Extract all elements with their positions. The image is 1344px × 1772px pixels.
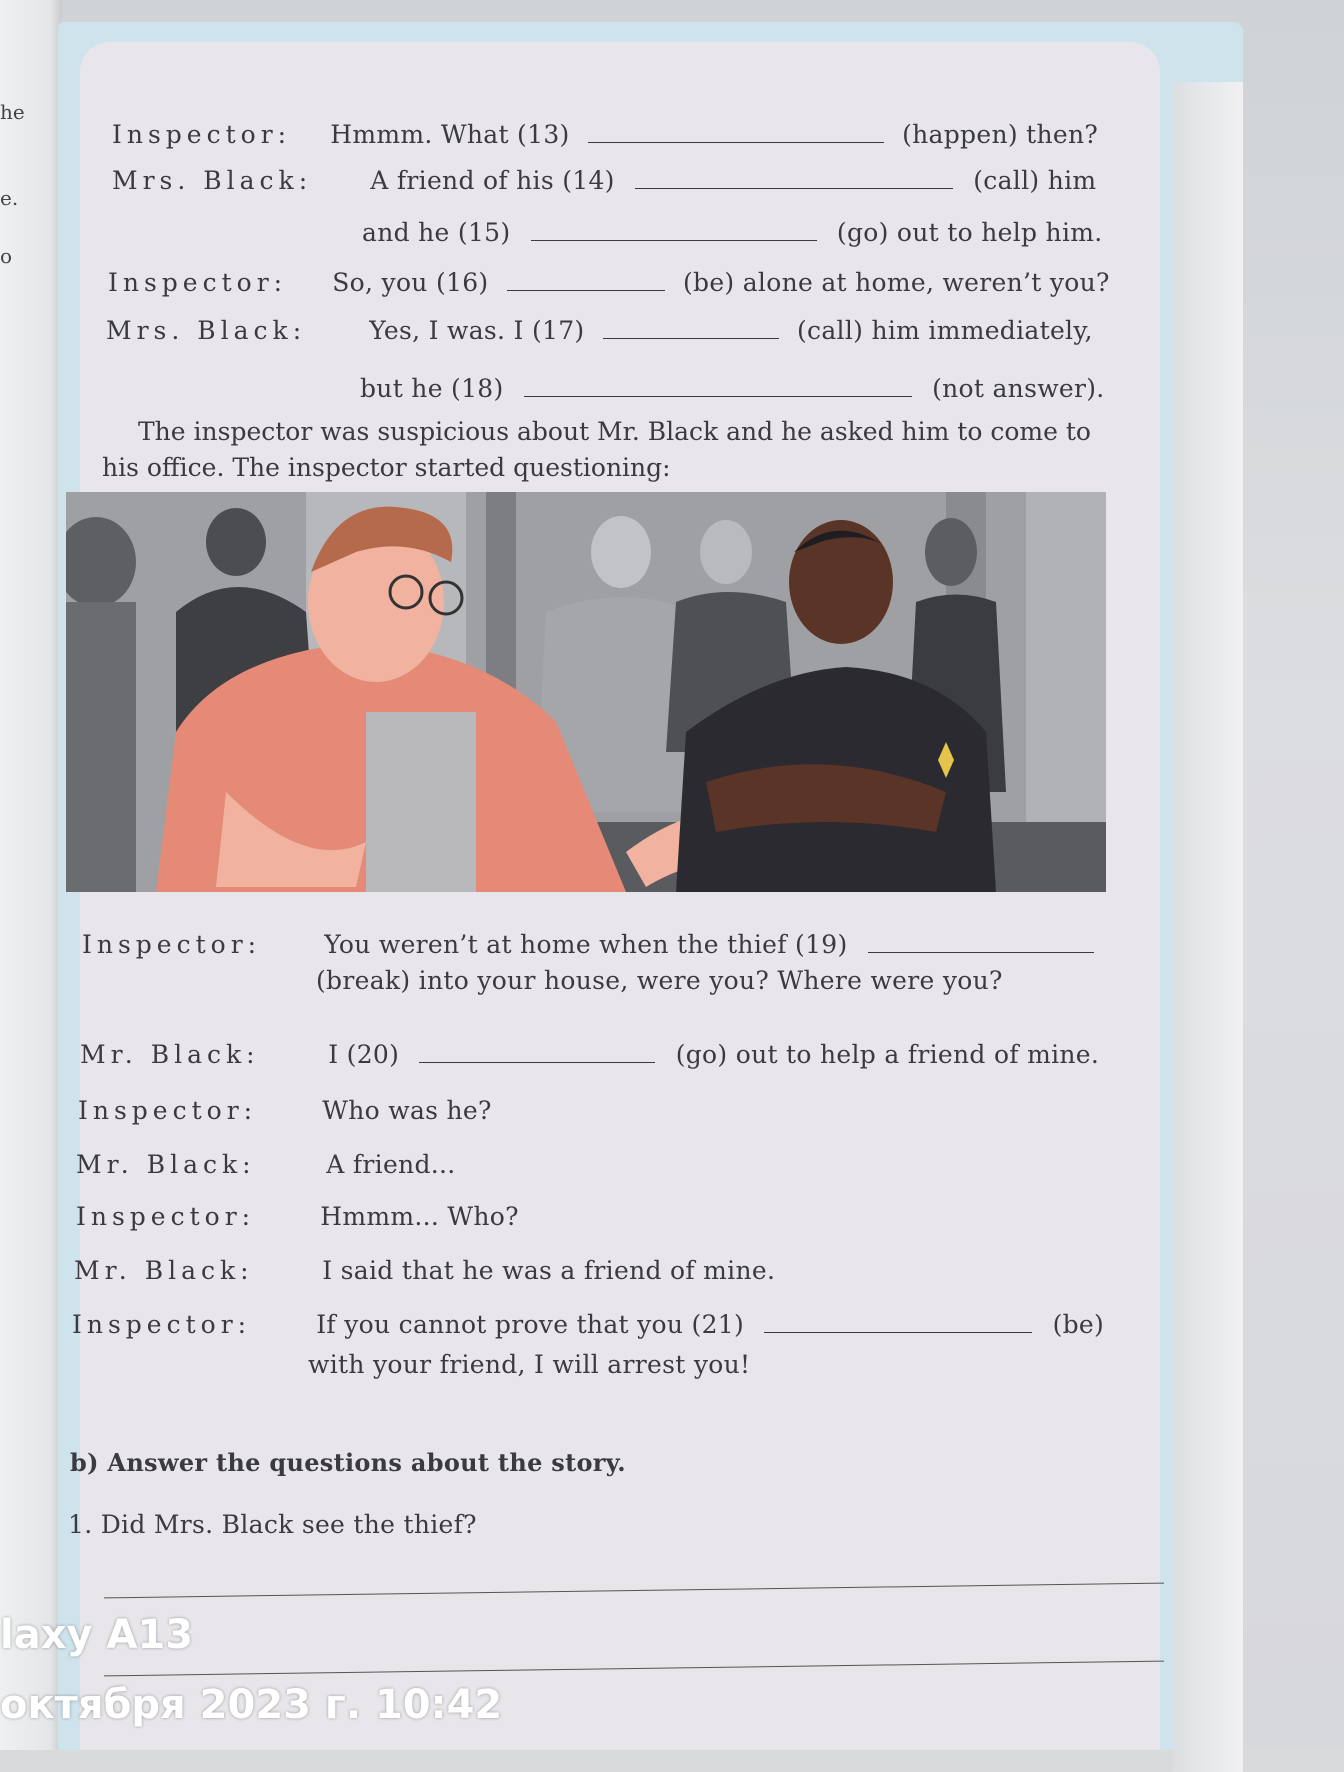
- line-text: Hmmm. What (13): [330, 120, 570, 149]
- dialogue-line-who: [76, 1202, 519, 1231]
- speaker-label: Mr. Black:: [74, 1256, 254, 1285]
- camera-device-watermark: laxy A13: [0, 1612, 194, 1658]
- line-text: So, you (16): [332, 268, 489, 297]
- speaker-label: Mrs. Black:: [106, 316, 307, 345]
- dialogue-line-17: [106, 316, 1093, 345]
- dialogue-line-14: [112, 166, 1096, 195]
- verb-hint: (go) out to help him.: [836, 218, 1103, 247]
- line-text: and he (15): [362, 218, 511, 247]
- line-text: I said that he was a friend of mine.: [322, 1256, 776, 1285]
- dialogue-line-15: [362, 218, 1103, 247]
- speaker-label: Inspector:: [112, 120, 292, 149]
- facing-page-fragment: o: [0, 244, 13, 268]
- answer-blank-20[interactable]: [419, 1040, 655, 1063]
- answer-blank-13[interactable]: [588, 120, 884, 143]
- line-text: I (20): [328, 1040, 400, 1069]
- interrogation-scene-drawing: [66, 492, 1106, 892]
- line-text: (break) into your house, were you? Where were you?: [316, 966, 1003, 995]
- dialogue-line-a-friend: [76, 1150, 456, 1179]
- answer-blank-18[interactable]: [524, 374, 912, 397]
- verb-hint: (be): [1052, 1310, 1105, 1339]
- dialogue-line-18: [360, 374, 1105, 403]
- dialogue-line-19-cont: [316, 966, 1003, 995]
- speaker-label: Inspector:: [82, 930, 262, 959]
- camera-timestamp-watermark: октября 2023 г. 10:42: [0, 1682, 503, 1728]
- line-text: A friend of his (14): [370, 166, 615, 195]
- speaker-label: Mrs. Black:: [112, 166, 313, 195]
- line-text: If you cannot prove that you (21): [316, 1310, 745, 1339]
- verb-hint: (call) him: [973, 166, 1097, 195]
- speaker-label: Inspector:: [76, 1202, 256, 1231]
- line-text: A friend...: [326, 1150, 456, 1179]
- verb-hint: (be) alone at home, weren’t you?: [682, 268, 1110, 297]
- answer-blank-17[interactable]: [603, 316, 779, 339]
- speaker-label: Inspector:: [108, 268, 288, 297]
- page-sheet: [80, 42, 1160, 1750]
- dialogue-line-20: [80, 1040, 1099, 1069]
- interrogation-illustration: [66, 492, 1106, 892]
- line-text: Yes, I was. I (17): [369, 316, 585, 345]
- line-text: with your friend, I will arrest you!: [308, 1350, 751, 1379]
- dialogue-line-13: [112, 120, 1098, 149]
- dialogue-line-19: [82, 930, 1094, 959]
- dialogue-line-16: [108, 268, 1110, 297]
- facing-page-fragment: he: [0, 100, 25, 124]
- speaker-label: Mr. Black:: [76, 1150, 256, 1179]
- answer-blank-15[interactable]: [531, 218, 817, 241]
- line-text: but he (18): [360, 374, 504, 403]
- line-text: Hmmm... Who?: [320, 1202, 519, 1231]
- answer-blank-14[interactable]: [635, 166, 953, 189]
- speaker-label: Mr. Black:: [80, 1040, 260, 1069]
- dialogue-line-21-cont: [308, 1350, 750, 1379]
- answer-blank-16[interactable]: [507, 268, 665, 291]
- page-stack-edge: [1173, 82, 1243, 1772]
- speaker-label: Inspector:: [72, 1310, 252, 1339]
- dialogue-line-21: [72, 1310, 1104, 1339]
- verb-hint: (not answer).: [932, 374, 1105, 403]
- dialogue-line-friend-of-mine: [74, 1256, 775, 1285]
- verb-hint: (call) him immediately,: [797, 316, 1093, 345]
- question-1: 1. Did Mrs. Black see the thief?: [68, 1510, 477, 1539]
- dialogue-line-who-was-he: [78, 1096, 492, 1125]
- facing-page-fragment: e.: [0, 186, 19, 210]
- verb-hint: (go) out to help a friend of mine.: [675, 1040, 1100, 1069]
- facing-page-edge: [0, 0, 62, 1750]
- verb-hint: (happen) then?: [902, 120, 1099, 149]
- line-text: You weren’t at home when the thief (19): [324, 930, 848, 959]
- answer-blank-21[interactable]: [764, 1310, 1032, 1333]
- speaker-label: Inspector:: [78, 1096, 258, 1125]
- line-text: Who was he?: [322, 1096, 492, 1125]
- section-b-heading: b) Answer the questions about the story.: [70, 1448, 626, 1477]
- narration-paragraph: The inspector was suspicious about Mr. Black and he asked him to come to his office. The inspector started questioning:: [102, 417, 1091, 482]
- answer-blank-19[interactable]: [868, 930, 1094, 953]
